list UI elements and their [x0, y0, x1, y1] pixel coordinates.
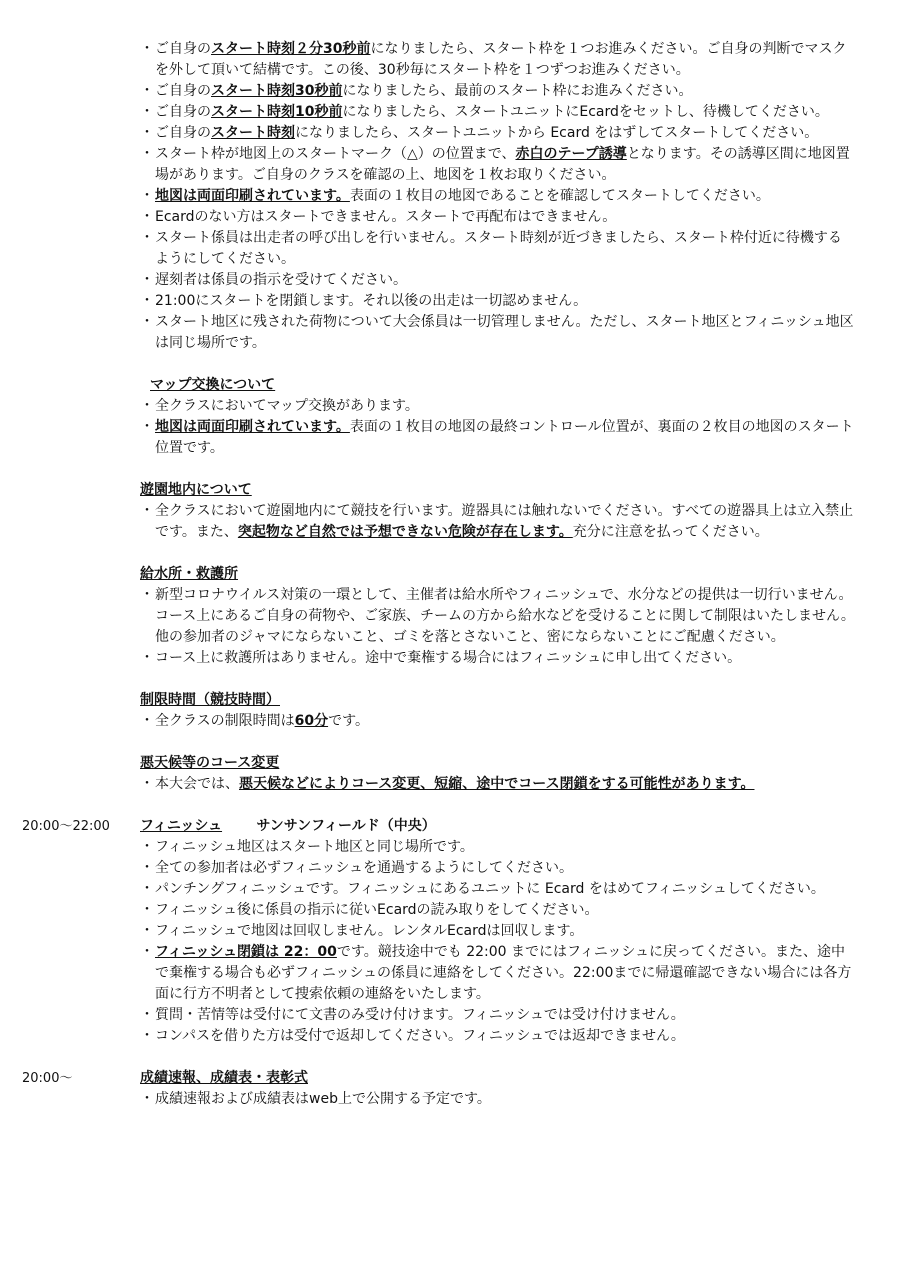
map-exchange-list — [140, 396, 855, 459]
body-text: スタート係員は出走者の呼び出しを行いません。スタート時刻が近づきましたら、スタート枠付近に待機するようにしてください。 — [155, 230, 842, 267]
bullet-item — [140, 837, 855, 858]
body-text: となります。その誘導区間に地図置場があります。ご自身のクラスを確認の上、地図を１枚お取りください。 — [155, 146, 850, 183]
bullet-item — [140, 585, 855, 648]
bullet-item — [140, 942, 855, 1005]
bullet-item — [140, 102, 855, 123]
emphasis-text: 赤白のテープ誘導 — [515, 146, 627, 162]
body-text: 全クラスにおいて遊園地内にて競技を行います。遊器具には触れないでください。すべての遊器具上は立入禁止です。また、 — [155, 503, 854, 540]
body-text: スタート地区に残された荷物について大会係員は一切管理しません。ただし、スタート地区とフィニッシュ地区は同じ場所です。 — [155, 314, 854, 351]
time-limit-list — [140, 711, 855, 732]
bullet-item — [140, 396, 855, 417]
body-text: 充分に注意を払ってください。 — [572, 524, 769, 540]
finish-location: サンサンフィールド（中央） — [256, 818, 436, 834]
bullet-item — [140, 900, 855, 921]
results-heading: 成績速報、成績表・表彰式 — [140, 1070, 308, 1086]
emphasis-text: 60分 — [294, 713, 329, 729]
finish-heading-row — [140, 816, 855, 837]
bullet-item — [140, 123, 855, 144]
body-text: スタート枠が地図上のスタートマーク（△）の位置まで、 — [155, 146, 516, 162]
time-limit-heading: 制限時間（競技時間） — [140, 692, 280, 708]
body-text: 表面の１枚目の地図の最終コントロール位置が、裏面の２枚目の地図のスタート位置です。 — [155, 419, 854, 456]
body-text: ご自身の — [155, 125, 211, 141]
body-text: 全クラスにおいてマップ交換があります。 — [155, 398, 419, 414]
bullet-item — [140, 1089, 855, 1110]
body-text: フィニッシュで地図は回収しません。レンタルEcardは回収します。 — [155, 923, 584, 939]
body-text: になりましたら、スタートユニットから Ecard をはずしてスタートしてください。 — [295, 125, 819, 141]
body-text: になりましたら、スタート枠を１つお進みください。ご自身の判断でマスクを外して頂いて結構です。この後、30秒毎にスタート枠を１つずつお進みください。 — [155, 41, 847, 78]
bullet-item — [140, 1026, 855, 1047]
emphasis-text: 突起物など自然では予想できない危険が存在します。 — [237, 524, 573, 540]
body-text: 全クラスの制限時間は — [155, 713, 295, 729]
bullet-item — [140, 1005, 855, 1026]
water-list — [140, 585, 855, 669]
body-text: ご自身の — [155, 41, 211, 57]
bullet-item — [140, 648, 855, 669]
emphasis-text: スタート時刻30秒前 — [211, 83, 343, 99]
bullet-item — [140, 291, 855, 312]
body-text: です。競技途中でも 22:00 までにはフィニッシュに戻ってください。また、途中で棄権する場合も必ずフィニッシュの係員に連絡をしてください。22:00までに帰還確認できない場合には各方面に行方不明者として捜索依頼の連絡をいたします。 — [155, 944, 852, 1002]
weather-heading: 悪天候等のコース変更 — [140, 755, 280, 771]
body-text: 全ての参加者は必ずフィニッシュを通過するようにしてください。 — [155, 860, 574, 876]
body-text: 遅刻者は係員の指示を受けてください。 — [155, 272, 407, 288]
bullet-item — [140, 879, 855, 900]
emphasis-text: スタート時刻２分30秒前 — [211, 41, 371, 57]
results-time-label: 20:00～ — [22, 1071, 73, 1086]
body-text: です。 — [328, 713, 369, 729]
water-heading: 給水所・救護所 — [140, 566, 238, 582]
emphasis-text: スタート時刻 — [211, 125, 295, 141]
body-text: フィニッシュ後に係員の指示に従いEcardの読み取りをしてください。 — [155, 902, 599, 918]
emphasis-text: 地図は両面印刷されています。 — [155, 188, 350, 204]
bullet-item — [140, 39, 855, 81]
body-text: パンチングフィニッシュです。フィニッシュにあるユニットに Ecard をはめてフィニッシュしてください。 — [155, 881, 825, 897]
body-text: コンパスを借りた方は受付で返却してください。フィニッシュでは返却できません。 — [155, 1028, 685, 1044]
finish-list — [140, 837, 855, 1047]
start-rules-list — [140, 39, 855, 354]
bullet-item — [140, 774, 855, 795]
body-text: 本大会では、 — [155, 776, 239, 792]
bullet-item — [140, 81, 855, 102]
emphasis-text: フィニッシュ閉鎖は 22：00 — [155, 944, 337, 960]
amusement-list — [140, 501, 855, 543]
amusement-heading: 遊園地内について — [140, 482, 252, 498]
body-text: ご自身の — [155, 104, 211, 120]
body-text: 21:00にスタートを閉鎖します。それ以後の出走は一切認めません。 — [155, 293, 588, 309]
body-text: Ecardのない方はスタートできません。スタートで再配布はできません。 — [155, 209, 617, 225]
body-text: 成績速報および成績表はweb上で公開する予定です。 — [155, 1091, 491, 1107]
body-text: 新型コロナウイルス対策の一環として、主催者は給水所やフィニッシュで、水分などの提供は一切行いません。コース上にあるご自身の荷物や、ご家族、チームの方から給水などを受けることに関して制限はいたしません。他の参加者のジャマにならないこと、ゴミを落とさないこと、密にならないことにご配慮ください。 — [155, 587, 855, 645]
bullet-item — [140, 858, 855, 879]
emphasis-text: 地図は両面印刷されています。 — [155, 419, 350, 435]
bullet-item — [140, 312, 855, 354]
weather-list — [140, 774, 855, 795]
body-text: になりましたら、最前のスタート枠にお進みください。 — [342, 83, 693, 99]
bullet-item — [140, 270, 855, 291]
emphasis-text: 悪天候などによりコース変更、短縮、途中でコース閉鎖をする可能性があります。 — [239, 776, 755, 792]
body-text: 表面の１枚目の地図であることを確認してスタートしてください。 — [349, 188, 770, 204]
body-text: ご自身の — [155, 83, 211, 99]
finish-heading: フィニッシュ — [140, 818, 223, 834]
bullet-item — [140, 207, 855, 228]
map-exchange-heading: マップ交換について — [150, 377, 276, 393]
finish-time-label: 20:00～22:00 — [22, 819, 110, 834]
body-text: 質問・苦情等は受付にて文書のみ受け付けます。フィニッシュでは受け付けません。 — [155, 1007, 685, 1023]
bullet-item — [140, 144, 855, 186]
results-list — [140, 1089, 855, 1110]
bullet-item — [140, 186, 855, 207]
document-body — [140, 39, 855, 1110]
body-text: コース上に救護所はありません。途中で棄権する場合にはフィニッシュに申し出てください。 — [155, 650, 742, 666]
bullet-item — [140, 501, 855, 543]
emphasis-text: スタート時刻10秒前 — [211, 104, 343, 120]
bullet-item — [140, 417, 855, 459]
bullet-item — [140, 921, 855, 942]
body-text: フィニッシュ地区はスタート地区と同じ場所です。 — [155, 839, 474, 855]
bullet-item — [140, 228, 855, 270]
body-text: になりましたら、スタートユニットにEcardをセットし、待機してください。 — [342, 104, 829, 120]
bullet-item — [140, 711, 855, 732]
